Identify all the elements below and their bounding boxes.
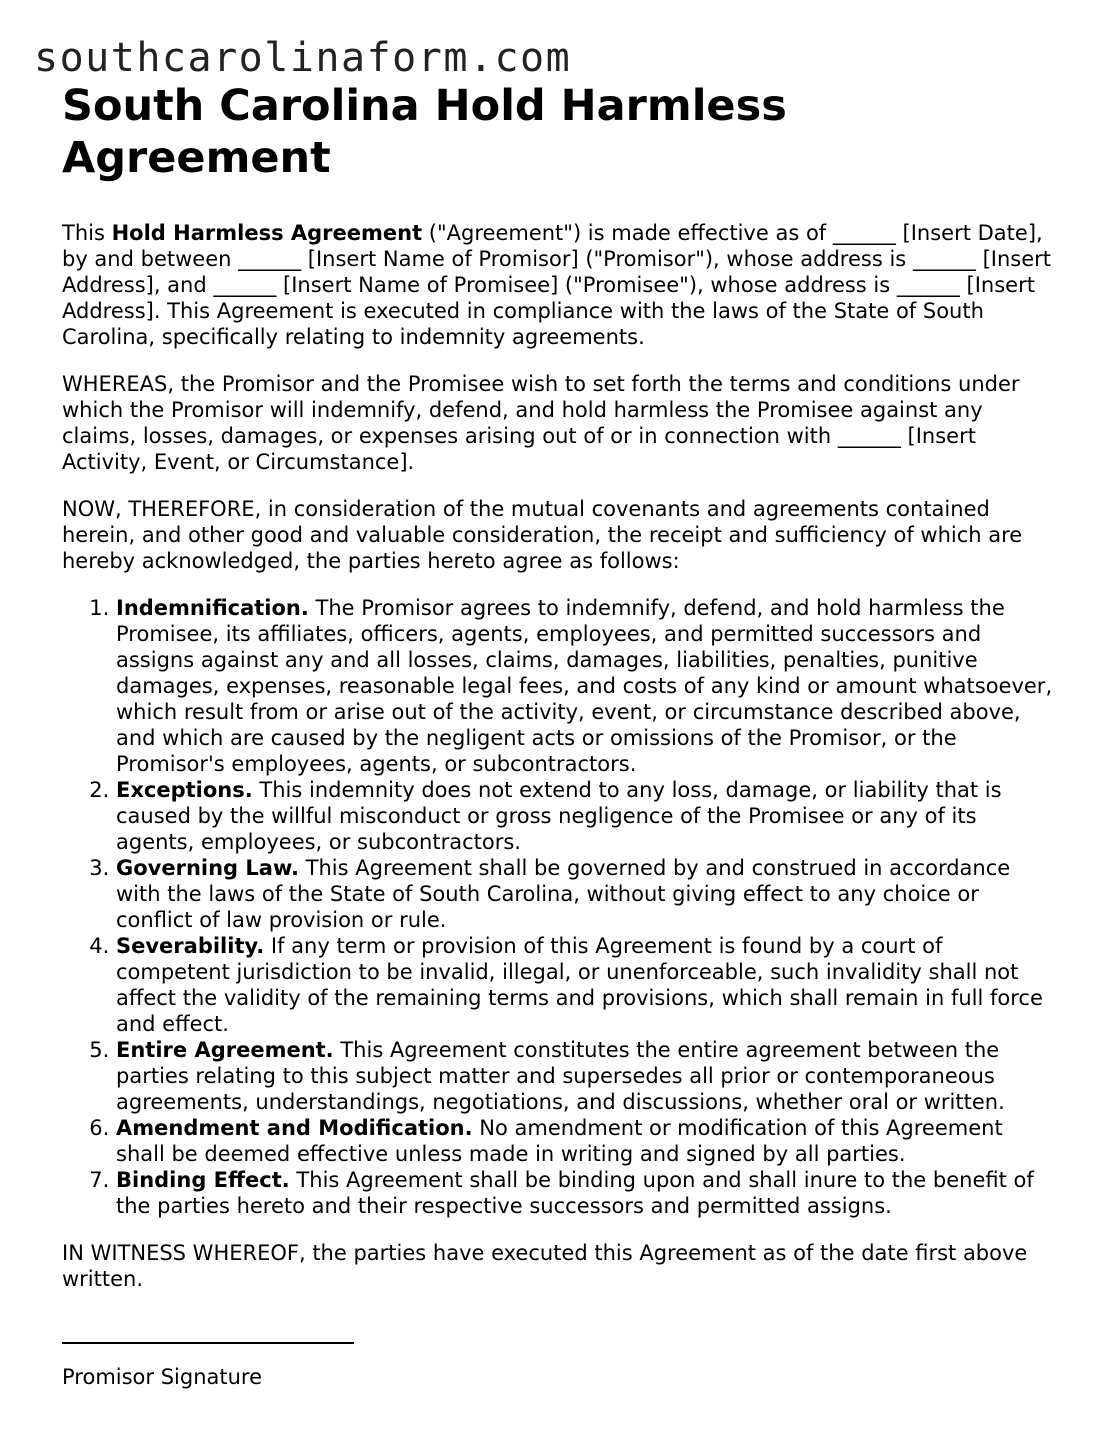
witness-paragraph: IN WITNESS WHEREOF, the parties have executed this Agreement as of the date first above written.: [62, 1241, 1028, 1291]
signature-line: [62, 1342, 354, 1344]
clause-heading: Amendment and Modification.: [116, 1116, 473, 1140]
clause-text: This Agreement constitutes the entire agreement between the parties relating to this subject matter and supersedes all prior or contemporaneous agreements, understandings, negotiations, and discussions, whether oral or written.: [116, 1038, 1005, 1114]
clause-text: This Agreement shall be binding upon and shall inure to the benefit of the parties hereto and their respective successors and permitted assigns.: [116, 1168, 1034, 1218]
clause-heading: Indemnification.: [116, 596, 309, 620]
whereas-paragraph: WHEREAS, the Promisor and the Promisee wish to set forth the terms and conditions under which the Promisor will indemnify, defend, and hold harmless the Promisee against any claims, losses, damages, or expenses arising out of or in connection with ______ [Insert Activity, Event, or Circumstance].: [62, 372, 1020, 474]
clause-heading: Entire Agreement.: [116, 1038, 334, 1062]
clause-item: [116, 777, 1057, 855]
clause-text: The Promisor agrees to indemnify, defend, and hold harmless the Promisee, its affiliates, officers, agents, employees, and permitted successors and assigns against any and all losses, claims, damages, liabilities, penalties, punitive damages, expenses, reasonable legal fees, and costs of any kind or amount whatsoever, which result from or arise out of the activity, event, or circumstance described above, and which are caused by the negligent acts or omissions of the Promisor, or the Promisor's employees, agents, or subcontractors.: [116, 596, 1053, 776]
now-therefore-paragraph: NOW, THEREFORE, in consideration of the mutual covenants and agreements contained herein, and other good and valuable consideration, the receipt and sufficiency of which are hereby acknowledged, the parties hereto agree as follows:: [62, 497, 1023, 573]
clause-item: [116, 1115, 1057, 1167]
clause-text: No amendment or modification of this Agreement shall be deemed effective unless made in writing and signed by all parties.: [116, 1116, 1003, 1166]
clause-item: [116, 1037, 1057, 1115]
clause-heading: Governing Law.: [116, 856, 299, 880]
clause-heading: Exceptions.: [116, 778, 253, 802]
site-watermark: southcarolinaform.com: [34, 35, 572, 81]
clause-text: If any term or provision of this Agreement is found by a court of competent jurisdiction to be invalid, illegal, or unenforceable, such invalidity shall not affect the validity of the remaining terms and provisions, which shall remain in full force and effect.: [116, 934, 1043, 1036]
signature-label: Promisor Signature: [62, 1365, 263, 1389]
intro-bold-term: Hold Harmless Agreement: [111, 221, 423, 245]
clause-list: [62, 595, 1057, 1219]
intro-rest: ("Agreement") is made effective as of ______ [Insert Date], by and between ______ [Insert Name of Promisor] ("Promisor"), whose address is ______ [Insert Address], and ______ [Insert Name of Promisee] ("Promisee"), whose address is ______ [Insert Address]. This Agreement is executed in compliance with the laws of the State of South Carolina, specifically relating to indemnity agreements.: [62, 221, 1051, 349]
clause-item: [116, 1167, 1057, 1219]
clause-heading: Binding Effect.: [116, 1168, 290, 1192]
clause-item: [116, 933, 1057, 1037]
clause-item: [116, 855, 1057, 933]
clause-text: This indemnity does not extend to any loss, damage, or liability that is caused by the willful misconduct or gross negligence of the Promisee or any of its agents, employees, or subcontractors.: [116, 778, 1002, 854]
intro-paragraph: [62, 220, 1057, 350]
intro-lead: This: [62, 221, 112, 245]
clause-text: This Agreement shall be governed by and construed in accordance with the laws of the State of South Carolina, without giving effect to any choice or conflict of law provision or rule.: [116, 856, 1011, 932]
page-title: South Carolina Hold Harmless Agreement: [62, 81, 787, 183]
document-page: [62, 80, 1057, 1390]
clause-item: [116, 595, 1057, 777]
clause-heading: Severability.: [116, 934, 265, 958]
